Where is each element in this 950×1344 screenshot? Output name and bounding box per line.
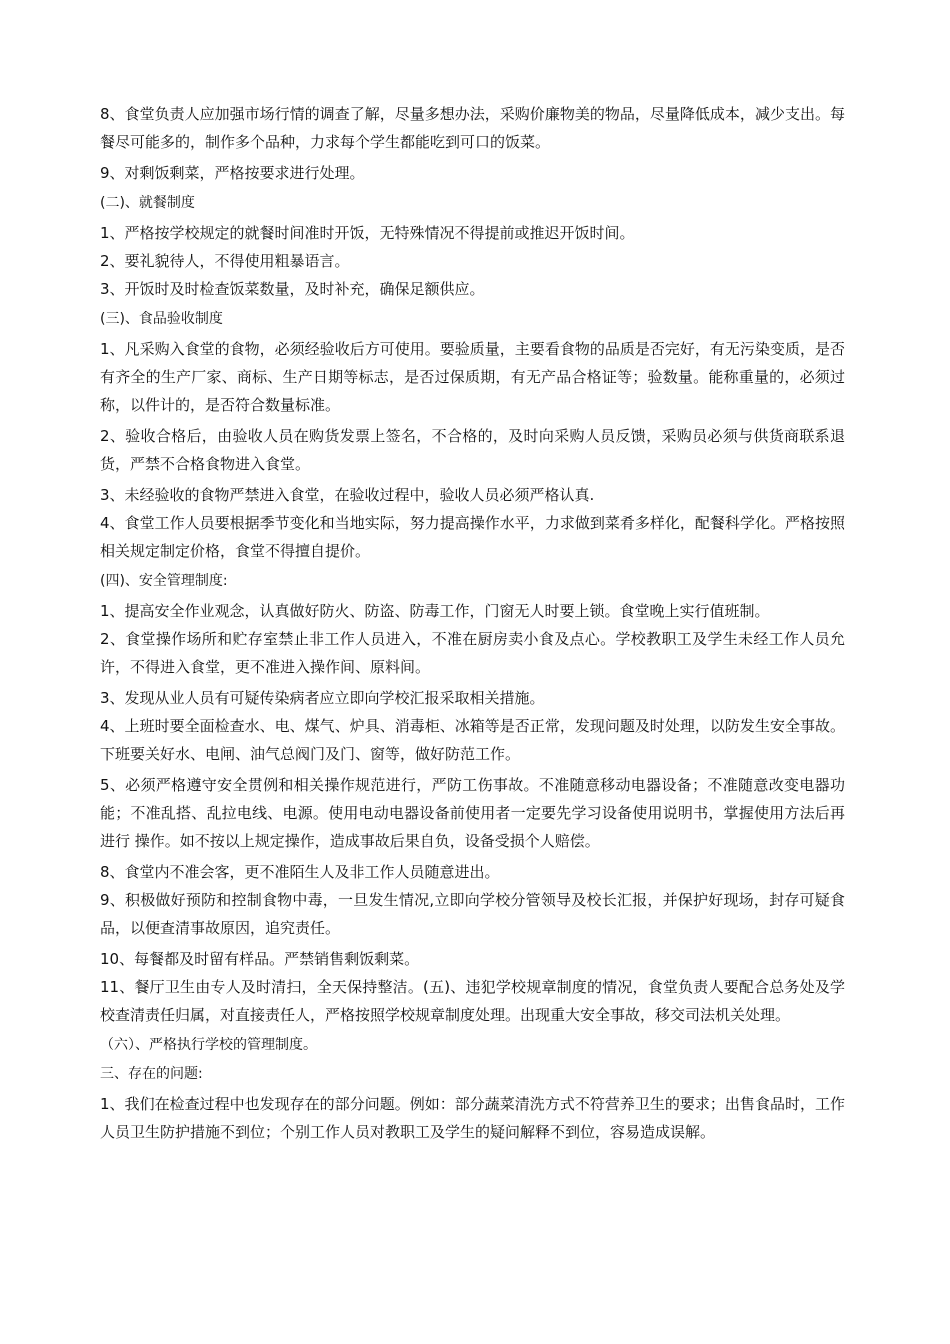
paragraph-courtesy: 2、要礼貌待人，不得使用粗暴语言。 (100, 252, 350, 270)
paragraph-safety-awareness: 1、提高安全作业观念，认真做好防火、防盗、防毒工作，门窗无人时要上锁。食堂晚上实行值班制。 (100, 602, 770, 620)
paragraph-problems-found: 1、我们在检查过程中也发现存在的部分问题。例如：部分蔬菜清洗方式不符营养卫生的要求；出售食品时，工作人员卫生防护措施不到位；个别工作人员对教职工及学生的疑问解释不到位，容易造成误解。 (100, 1095, 845, 1141)
paragraph-menu-variety: 4、食堂工作人员要根据季节变化和当地实际，努力提高操作水平，力求做到菜肴多样化，配餐科学化。严格按照相关规定制定价格，食堂不得擅自提价。 (100, 514, 845, 560)
paragraph-no-visitors: 8、食堂内不准会客，更不准陌生人及非工作人员随意进出。 (100, 863, 500, 881)
section-heading-safety-management: (四)、安全管理制度: (100, 573, 228, 589)
paragraph-infectious-disease: 3、发现从业人员有可疑传染病者应立即向学校汇报采取相关措施。 (100, 689, 545, 707)
paragraph-uninspected-food: 3、未经验收的食物严禁进入食堂，在验收过程中，验收人员必须严格认真. (100, 486, 595, 504)
document-page (100, 100, 845, 1149)
section-heading-existing-problems: 三、存在的问题: (100, 1066, 203, 1082)
paragraph-electrical-safety: 5、必须严格遵守安全贯例和相关操作规范进行，严防工伤事故。不准随意移动电器设备；不准随意改变电器功能；不准乱搭、乱拉电线、电源。使用电动电器设备前使用者一定要先学习设备使用说明书，掌握使用方法后再进行 操作。如不按以上规定操作，造成事故后果自负，设备受损个人赔偿。 (100, 776, 845, 850)
paragraph-dining-time: 1、严格按学校规定的就餐时间准时开饭，无特殊情况不得提前或推迟开饭时间。 (100, 224, 635, 242)
paragraph-leftovers: 9、对剩饭剩菜，严格按要求进行处理。 (100, 164, 365, 182)
paragraph-inspection-signoff: 2、验收合格后，由验收人员在购货发票上签名，不合格的，及时向采购人员反馈，采购员必须与供货商联系退货，严禁不合格食物进入食堂。 (100, 427, 845, 473)
paragraph-restricted-areas: 2、食堂操作场所和贮存室禁止非工作人员进入，不准在厨房卖小食及点心。学校教职工及学生未经工作人员允许，不得进入食堂，更不准进入操作间、原料间。 (100, 630, 845, 676)
paragraph-inspection-quality: 1、凡采购入食堂的食物，必须经验收后方可使用。要验质量，主要看食物的品质是否完好，有无污染变质，是否有齐全的生产厂家、商标、生产日期等标志，是否过保质期，有无产品合格证等；验数量。能称重量的，必须过称，以件计的，是否符合数量标准。 (100, 340, 845, 414)
paragraph-equipment-check: 4、上班时要全面检查水、电、煤气、炉具、消毒柜、冰箱等是否正常，发现问题及时处理，以防发生安全事故。下班要关好水、电闸、油气总阀门及门、窗等，做好防范工作。 (100, 717, 845, 763)
section-heading-food-inspection: (三)、食品验收制度 (100, 311, 223, 327)
paragraph-hall-cleaning: 11、餐厅卫生由专人及时清扫，全天保持整洁。(五)、违犯学校规章制度的情况，食堂负责人要配合总务处及学校查清责任归属，对直接责任人，严格按照学校规章制度处理。出现重大安全事故，移交司法机关处理。 (100, 978, 845, 1024)
section-heading-dining-rules: (二)、就餐制度 (100, 195, 195, 211)
paragraph-food-samples: 10、每餐都及时留有样品。严禁销售剩饭剩菜。 (100, 950, 420, 968)
paragraph-food-poisoning: 9、积极做好预防和控制食物中毒，一旦发生情况,立即向学校分管领导及校长汇报，并保护好现场，封存可疑食品，以便查清事故原因，追究责任。 (100, 891, 845, 937)
paragraph-food-supply: 3、开饭时及时检查饭菜数量，及时补充，确保足额供应。 (100, 280, 485, 298)
section-heading-school-rules: （六）、严格执行学校的管理制度。 (100, 1037, 317, 1053)
paragraph-canteen-purchasing: 8、食堂负责人应加强市场行情的调查了解，尽量多想办法，采购价廉物美的物品，尽量降低成本，减少支出。每餐尽可能多的，制作多个品种，力求每个学生都能吃到可口的饭菜。 (100, 105, 845, 151)
